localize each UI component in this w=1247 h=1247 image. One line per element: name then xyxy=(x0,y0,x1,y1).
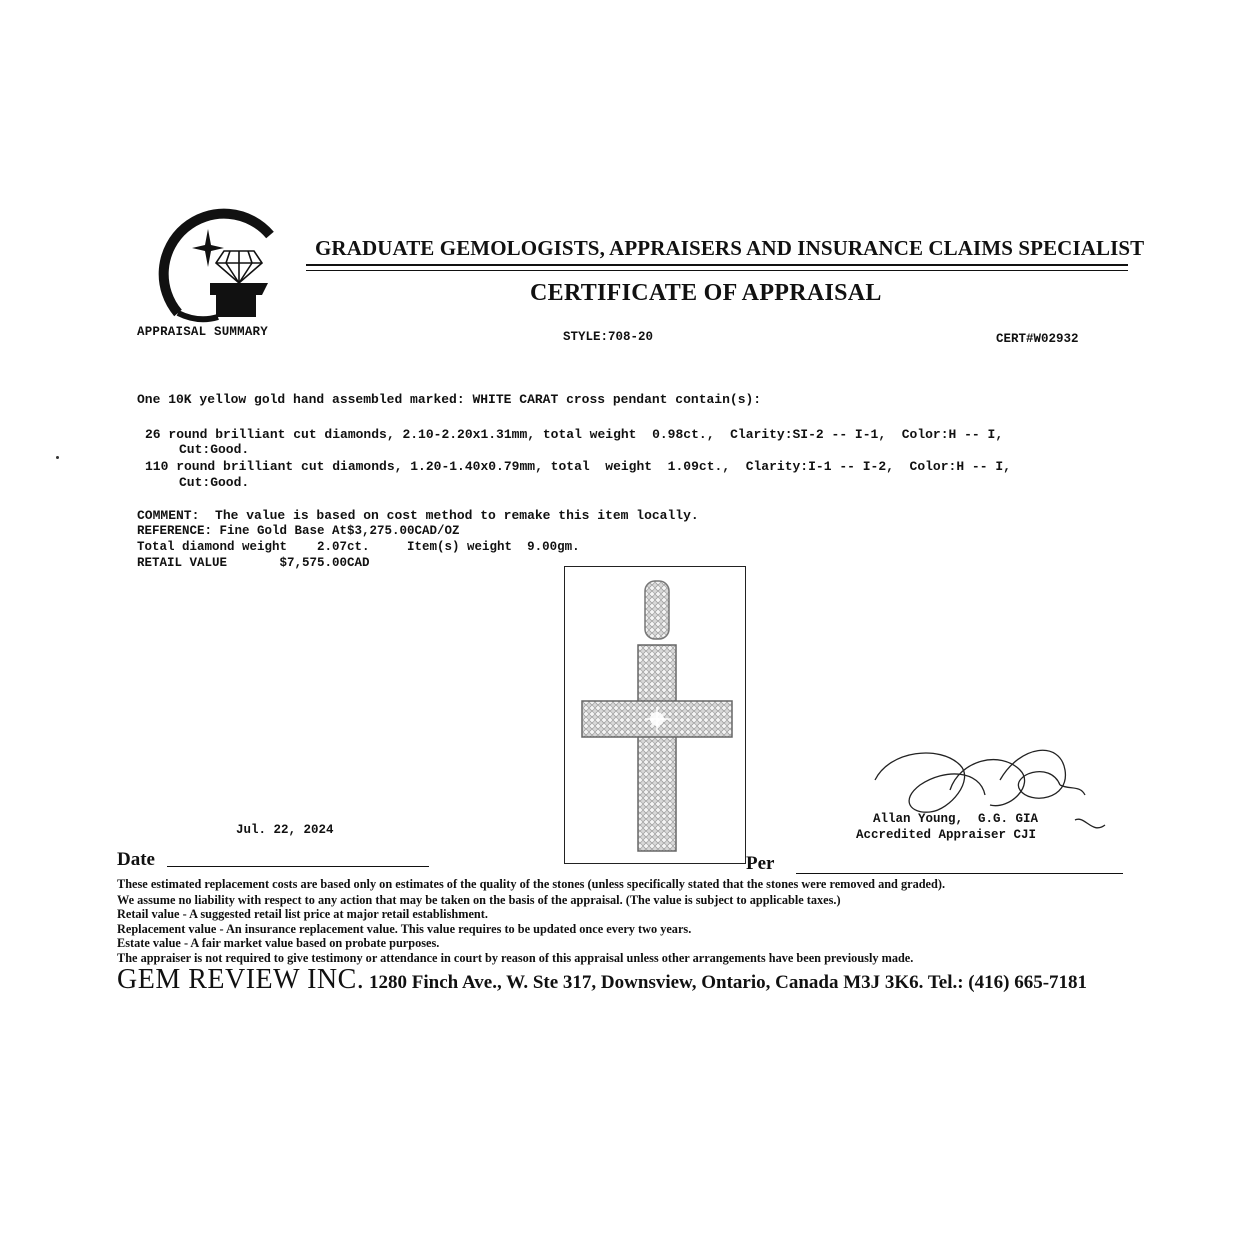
total-weight: Total diamond weight 2.07ct. Item(s) weight 9.00gm. xyxy=(137,540,580,554)
disclaimer-line: Retail value - A suggested retail list price at major retail establishment. xyxy=(117,907,488,921)
appraiser-title: Accredited Appraiser CJI xyxy=(856,828,1037,842)
stone-cut: Cut:Good. xyxy=(179,442,250,457)
stone-line: 26 round brilliant cut diamonds, 2.10-2.20x1.31mm, total weight 0.98ct., Clarity:SI-2 -- I-1, Color:H -- I, xyxy=(145,427,1004,442)
header-rule-thin xyxy=(306,270,1128,271)
appraisal-date: Jul. 22, 2024 xyxy=(236,823,334,837)
date-label: Date xyxy=(117,849,155,870)
item-description: One 10K yellow gold hand assembled marked: WHITE CARAT cross pendant contain(s): xyxy=(137,392,762,407)
per-signature-line xyxy=(796,873,1123,874)
retail-value: RETAIL VALUE $7,575.00CAD xyxy=(137,556,370,570)
disclaimer-line: Replacement value - An insurance replacement value. This value requires to be updated once every two years. xyxy=(117,922,692,936)
disclaimer-line: Estate value - A fair market value based on probate purposes. xyxy=(117,936,440,950)
header-rule xyxy=(306,264,1128,266)
appraiser-name: Allan Young, G.G. GIA xyxy=(873,812,1039,826)
reference: REFERENCE: Fine Gold Base At$3,275.00CAD/OZ xyxy=(137,524,460,538)
stone-line: 110 round brilliant cut diamonds, 1.20-1.40x0.79mm, total weight 1.09ct., Clarity:I-1 -- I-2, Color:H -- I, xyxy=(145,459,1011,474)
date-signature-line xyxy=(167,866,429,867)
cross-pendant-photo xyxy=(564,566,746,864)
cert-number: CERT#W02932 xyxy=(996,332,1079,346)
disclaimer-line: We assume no liability with respect to any action that may be taken on the basis of the appraisal. (The value is subject to applicable taxes.) xyxy=(117,893,841,907)
logo-caption: APPRAISAL SUMMARY xyxy=(137,325,268,339)
disclaimer-line: The appraiser is not required to give testimony or attendance in court by reason of this appraisal unless other arrangements have been previously made. xyxy=(117,951,914,965)
company-name: GEM REVIEW INC. xyxy=(117,964,365,995)
company-address: 1280 Finch Ave., W. Ste 317, Downsview, Ontario, Canada M3J 3K6. Tel.: (416) 665-7181 xyxy=(364,972,1088,993)
disclaimer-line: These estimated replacement costs are based only on estimates of the quality of the stones (unless specifically stated that the stones were removed and graded). xyxy=(117,877,946,891)
comment: COMMENT: The value is based on cost method to remake this item locally. xyxy=(137,508,699,523)
page-title: CERTIFICATE OF APPRAISAL xyxy=(530,280,882,306)
per-label: Per xyxy=(746,853,775,874)
tagline: GRADUATE GEMOLOGISTS, APPRAISERS AND INSURANCE CLAIMS SPECIALIST xyxy=(315,236,1145,260)
company-footer xyxy=(117,964,1087,996)
company-logo-icon xyxy=(158,205,278,330)
stone-cut: Cut:Good. xyxy=(179,475,250,490)
scan-speck xyxy=(56,456,59,459)
style-number: STYLE:708-20 xyxy=(563,330,654,344)
